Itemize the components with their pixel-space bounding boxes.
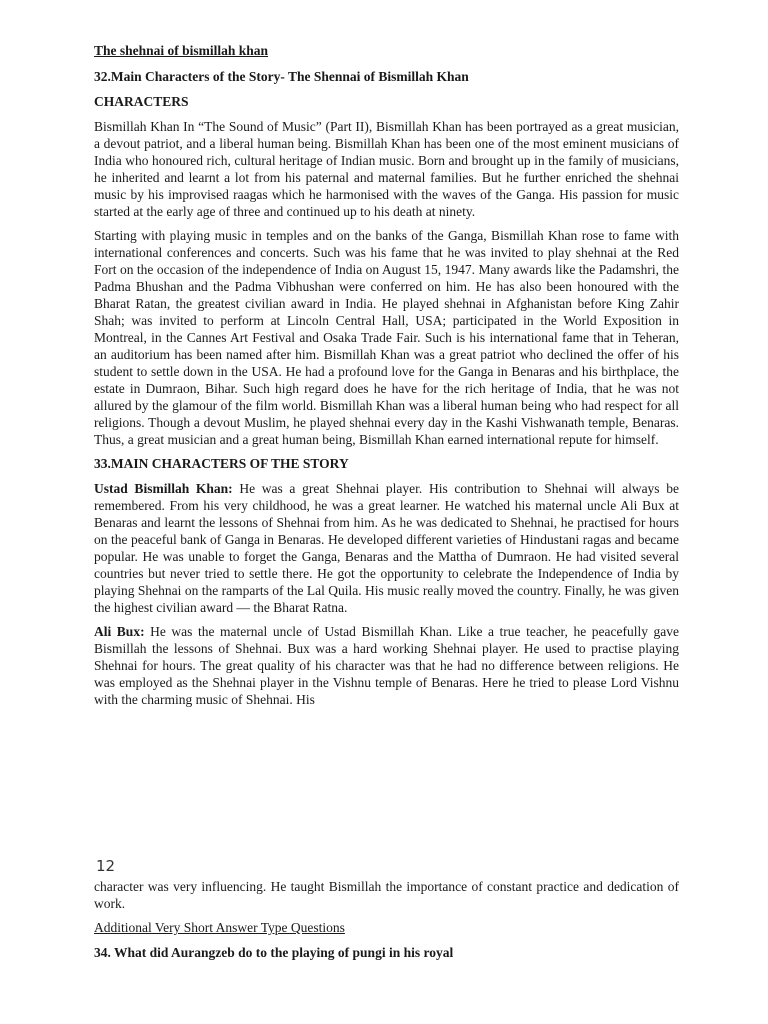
document-title: The shehnai of bismillah khan — [94, 43, 269, 58]
page-continuation — [94, 878, 679, 969]
ustad-label: Ustad Bismillah Khan: — [94, 481, 233, 496]
page-content — [94, 42, 679, 715]
characters-heading: CHARACTERS — [94, 94, 189, 109]
additional-questions-heading: Additional Very Short Answer Type Questions — [94, 920, 345, 935]
section-heading-32: 32.Main Characters of the Story- The Shennai of Bismillah Khan — [94, 69, 469, 84]
question-34: 34. What did Aurangzeb do to the playing of pungi in his royal — [94, 945, 454, 960]
section-heading-33: 33.MAIN CHARACTERS OF THE STORY — [94, 456, 349, 471]
paragraph-career: Starting with playing music in temples and on the banks of the Ganga, Bismillah Khan rose to fame with international conferences and concerts. Such was his fame that he was invited to play shehnai at the Red Fort on the occasion of the independence of India on August 15, 1947. Many awards like the Padamshri, the Padma Bhushan and the Padma Vibhushan were conferred on him. He has also been honoured with the Bharat Ratan, the greatest civilian award in India. He played shehnai in Afghanistan before King Zahir Shah; was invited to perform at Lincoln Central Hall, USA; participated in the World Exposition in Montreal, in the Cannes Art Festival and Osaka Trade Fair. Such is his international fame that in Teheran, an auditorium has been named after him. Bismillah Khan was a great patriot who declined the offer of his student to settle down in the USA. He had a profound love for the Ganga in Benaras and his birthplace, the estate in Dumraon, Bihar. Such high regard does he have for the rich heritage of India, that he was not allured by the glamour of the film world. Bismillah Khan was a liberal human being who had respect for all religions. Though a devout Muslim, he played shehnai every day in the Kashi Vishwanath temple, Benaras. Thus, a great musician and a great human being, Bismillah Khan earned international repute for himself. — [94, 228, 679, 447]
page-number: 12 — [96, 857, 116, 875]
ustad-text: He was a great Shehnai player. His contribution to Shehnai will always be remembered. From his very childhood, he was a great learner. He watched his maternal uncle Ali Bux at Benaras and learnt the lessons of Shehnai from him. As he was dedicated to Shehnai, he practised for hours on the peaceful bank of Ganga in Benaras. He developed different varieties of Hindustani ragas and became popular. He was unable to forget the Ganga, Benaras and the Mattha of Dumraon. He had visited several countries but never tried to settle there. He got the opportunity to celebrate the Independence of India by playing Shehnai on the ramparts of the Lal Quila. His music really moved the country. Finally, he was given the highest civilian award — the Bharat Ratna. — [94, 481, 679, 615]
ali-bux-label: Ali Bux: — [94, 624, 145, 639]
paragraph-intro: Bismillah Khan In “The Sound of Music” (Part II), Bismillah Khan has been portrayed as a great musician, a devout patriot, and a liberal human being. Bismillah Khan has been one of the most eminent musicians of India who honoured rich, cultural heritage of Indian music. Born and brought up in the family of musicians, he inherited and learnt a lot from his paternal and maternal families. But he further enriched the shehnai music by his improvised raagas which he harmonised with the waves of the Ganga. His passion for music started at the early age of three and continued up to his death at ninety. — [94, 119, 679, 219]
paragraph-continued: character was very influencing. He taught Bismillah the importance of constant practice and dedication of work. — [94, 879, 679, 911]
ali-bux-text: He was the maternal uncle of Ustad Bismillah Khan. Like a true teacher, he peacefully gave Bismillah the lessons of Shehnai. Bux was a hard working Shehnai player. He used to practise playing Shehnai for hours. The great quality of his character was that he had no difference between religions. He was employed as the Shehnai player in the Vishnu temple of Benaras. Here he tried to please Lord Vishnu with the charming music of Shehnai. His — [94, 624, 679, 707]
paragraph-ali-bux — [94, 623, 679, 708]
paragraph-ustad-bismillah-khan — [94, 480, 679, 616]
